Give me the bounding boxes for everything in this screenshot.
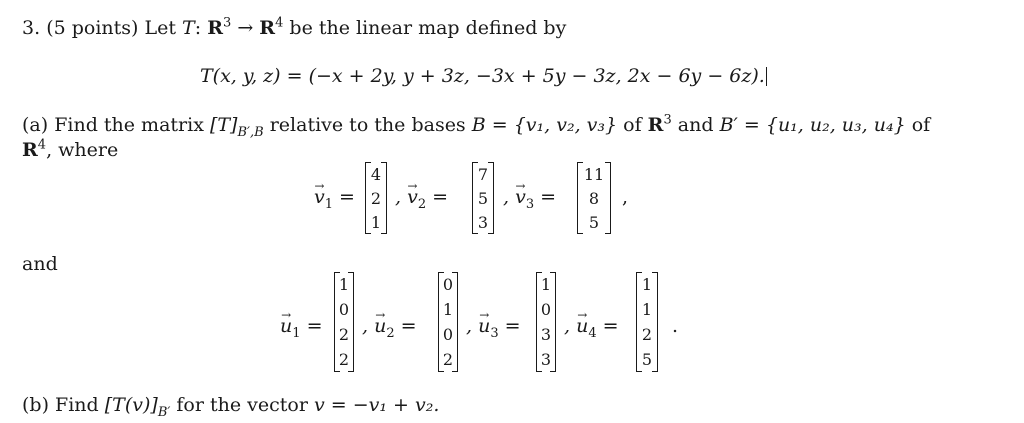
matrix-entry: 5	[641, 350, 653, 369]
matrix-entry: 1	[338, 275, 350, 294]
matrix-entry: 2	[641, 325, 653, 344]
part-b-expr-sub: B′	[157, 404, 171, 420]
matrix-entry: 3	[540, 350, 552, 369]
intro-tail: be the linear map defined by	[289, 17, 567, 39]
u1-label: → $u_1$ =	[280, 315, 323, 337]
part-a-text2: relative to the bases	[269, 114, 466, 136]
u-row-period: .	[672, 315, 679, 337]
u4-label: , → $u_4$ =	[564, 315, 619, 337]
v2-matrix	[472, 162, 494, 234]
space-r4-dim: 4	[37, 137, 47, 153]
problem-number: 3.	[22, 17, 41, 39]
part-b-line	[22, 394, 440, 420]
part-b-text1: Find	[55, 394, 99, 416]
matrix-entry: 0	[442, 325, 454, 344]
and-label: and	[22, 253, 58, 275]
v1-matrix	[365, 162, 387, 234]
basis-B: B = {v₁, v₂, v₃}	[471, 114, 618, 136]
matrix-entry: 3	[477, 212, 489, 232]
matrix-entry: 1	[442, 300, 454, 319]
domain-space: R	[207, 17, 223, 39]
domain-dim: 3	[222, 15, 232, 31]
matrix-entry: 8	[588, 188, 600, 208]
map-definition	[200, 65, 767, 87]
part-a-text1: Find the matrix	[54, 114, 204, 136]
matrix-entry: 2	[338, 350, 350, 369]
space-r4: R	[22, 139, 38, 161]
matrix-entry: 1	[641, 275, 653, 294]
matrix-entry: 7	[477, 164, 489, 184]
u1-matrix	[334, 272, 354, 372]
space-r3: R	[647, 114, 664, 136]
matrix-entry: 5	[477, 188, 489, 208]
space-r3-dim: 3	[663, 112, 672, 128]
matrix-entry: 0	[442, 275, 454, 294]
problem-points: (5 points)	[46, 17, 139, 39]
v2-label: , → $v_2$ =	[395, 186, 448, 208]
part-b-vector-def: v = −v₁ + v₂.	[313, 394, 440, 416]
matrix-symbol: [T]	[209, 114, 238, 136]
v1-label: → $v_1$ =	[314, 186, 355, 208]
matrix-entry: 0	[338, 300, 350, 319]
arrow-icon: →	[237, 17, 254, 39]
v3-matrix	[577, 162, 611, 234]
map-name: T	[182, 17, 195, 39]
matrix-entry: 5	[588, 212, 600, 232]
matrix-entry: 3	[540, 325, 552, 344]
u3-label: , → $u_3$ =	[466, 315, 521, 337]
part-a-text5: of	[911, 114, 931, 136]
u2-matrix	[438, 272, 458, 372]
part-b-label: (b)	[22, 394, 49, 416]
matrix-entry: 1	[540, 275, 552, 294]
matrix-entry: 2	[442, 350, 454, 369]
part-a-label: (a)	[22, 114, 49, 136]
matrix-entry: 2	[338, 325, 350, 344]
basis-Bprime: B′ = {u₁, u₂, u₃, u₄}	[719, 114, 906, 136]
matrix-entry: 2	[370, 188, 382, 208]
part-b-expr: [T(v)]	[104, 394, 158, 416]
intro-let: Let	[144, 17, 176, 39]
u3-matrix	[536, 272, 556, 372]
codomain-dim: 4	[275, 15, 284, 31]
matrix-entry: 1	[641, 300, 653, 319]
part-a-text3: of	[623, 114, 642, 136]
part-a-text6: , where	[46, 139, 119, 161]
part-a-line1	[22, 112, 931, 140]
part-b-text2: for the vector	[176, 394, 308, 416]
v-row-comma: ,	[622, 186, 629, 208]
v3-label: , → $v_3$ =	[503, 186, 556, 208]
u4-matrix	[636, 272, 658, 372]
u2-label: , → $u_2$ =	[362, 315, 417, 337]
matrix-sub: B′,B	[237, 124, 264, 140]
part-a-line2	[22, 139, 118, 161]
matrix-entry: 4	[370, 164, 382, 184]
definition-text: T(x, y, z) = (−x + 2y, y + 3z, −3x + 5y − 3z, 2x − 6y − 6z).	[200, 65, 765, 87]
matrix-entry: 0	[540, 300, 552, 319]
problem-header: 3. (5 points) Let T: $R^3 \to R^4$ be the linear map defined by	[22, 15, 567, 39]
matrix-entry: 11	[583, 164, 605, 184]
matrix-entry: 1	[370, 212, 382, 232]
part-a-text4: and	[677, 114, 714, 136]
codomain-space: R	[259, 17, 276, 39]
text-cursor	[766, 67, 767, 86]
